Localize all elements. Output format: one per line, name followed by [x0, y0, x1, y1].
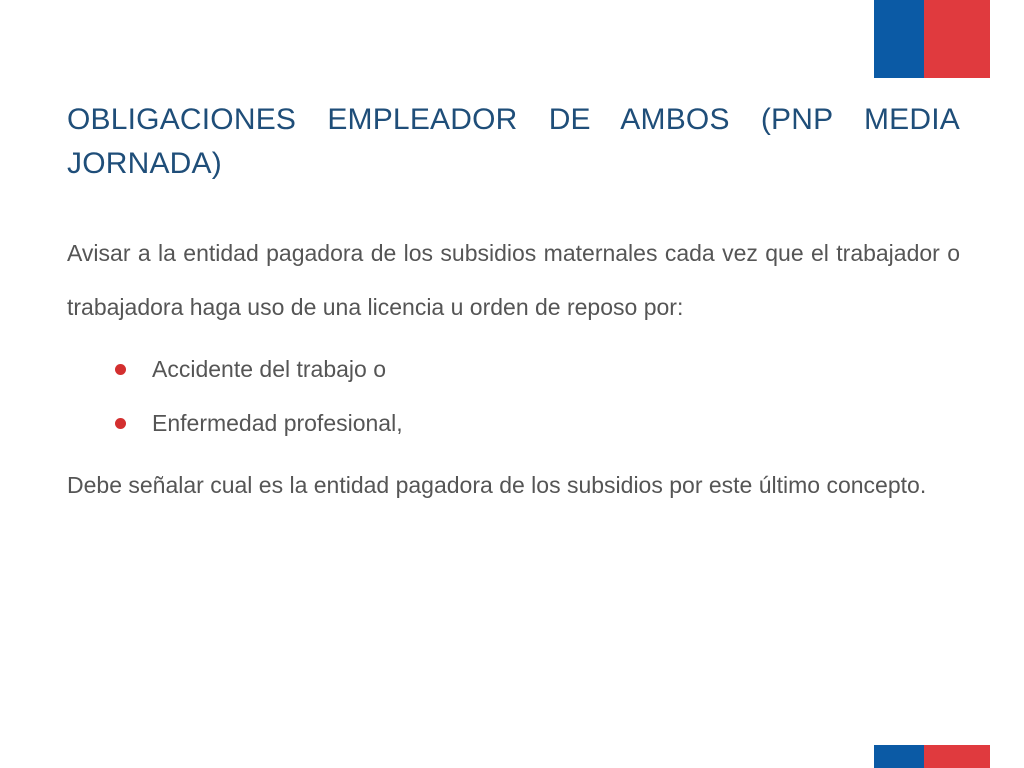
bullet-list — [115, 342, 403, 450]
bullet-text: Enfermedad profesional, — [152, 409, 403, 436]
slide-title: OBLIGACIONES EMPLEADOR DE AMBOS (PNP MEDIA JORNADA) — [67, 103, 960, 180]
bullet-icon — [115, 418, 126, 429]
list-item — [115, 396, 403, 450]
bullet-text: Accidente del trabajo o — [152, 355, 386, 382]
closing-paragraph: Debe señalar cual es la entidad pagadora de los subsidios por este último concepto. — [67, 472, 927, 498]
flag-red-block-bottom — [924, 745, 990, 768]
flag-blue-block-bottom — [874, 745, 924, 768]
list-item — [115, 342, 403, 396]
flag-blue-block-top — [874, 0, 924, 78]
bullet-icon — [115, 364, 126, 375]
flag-red-block-top — [924, 0, 990, 78]
intro-paragraph: Avisar a la entidad pagadora de los subsidios maternales cada vez que el trabajador o trabajadora haga uso de una licencia u orden de reposo por: — [67, 240, 960, 320]
